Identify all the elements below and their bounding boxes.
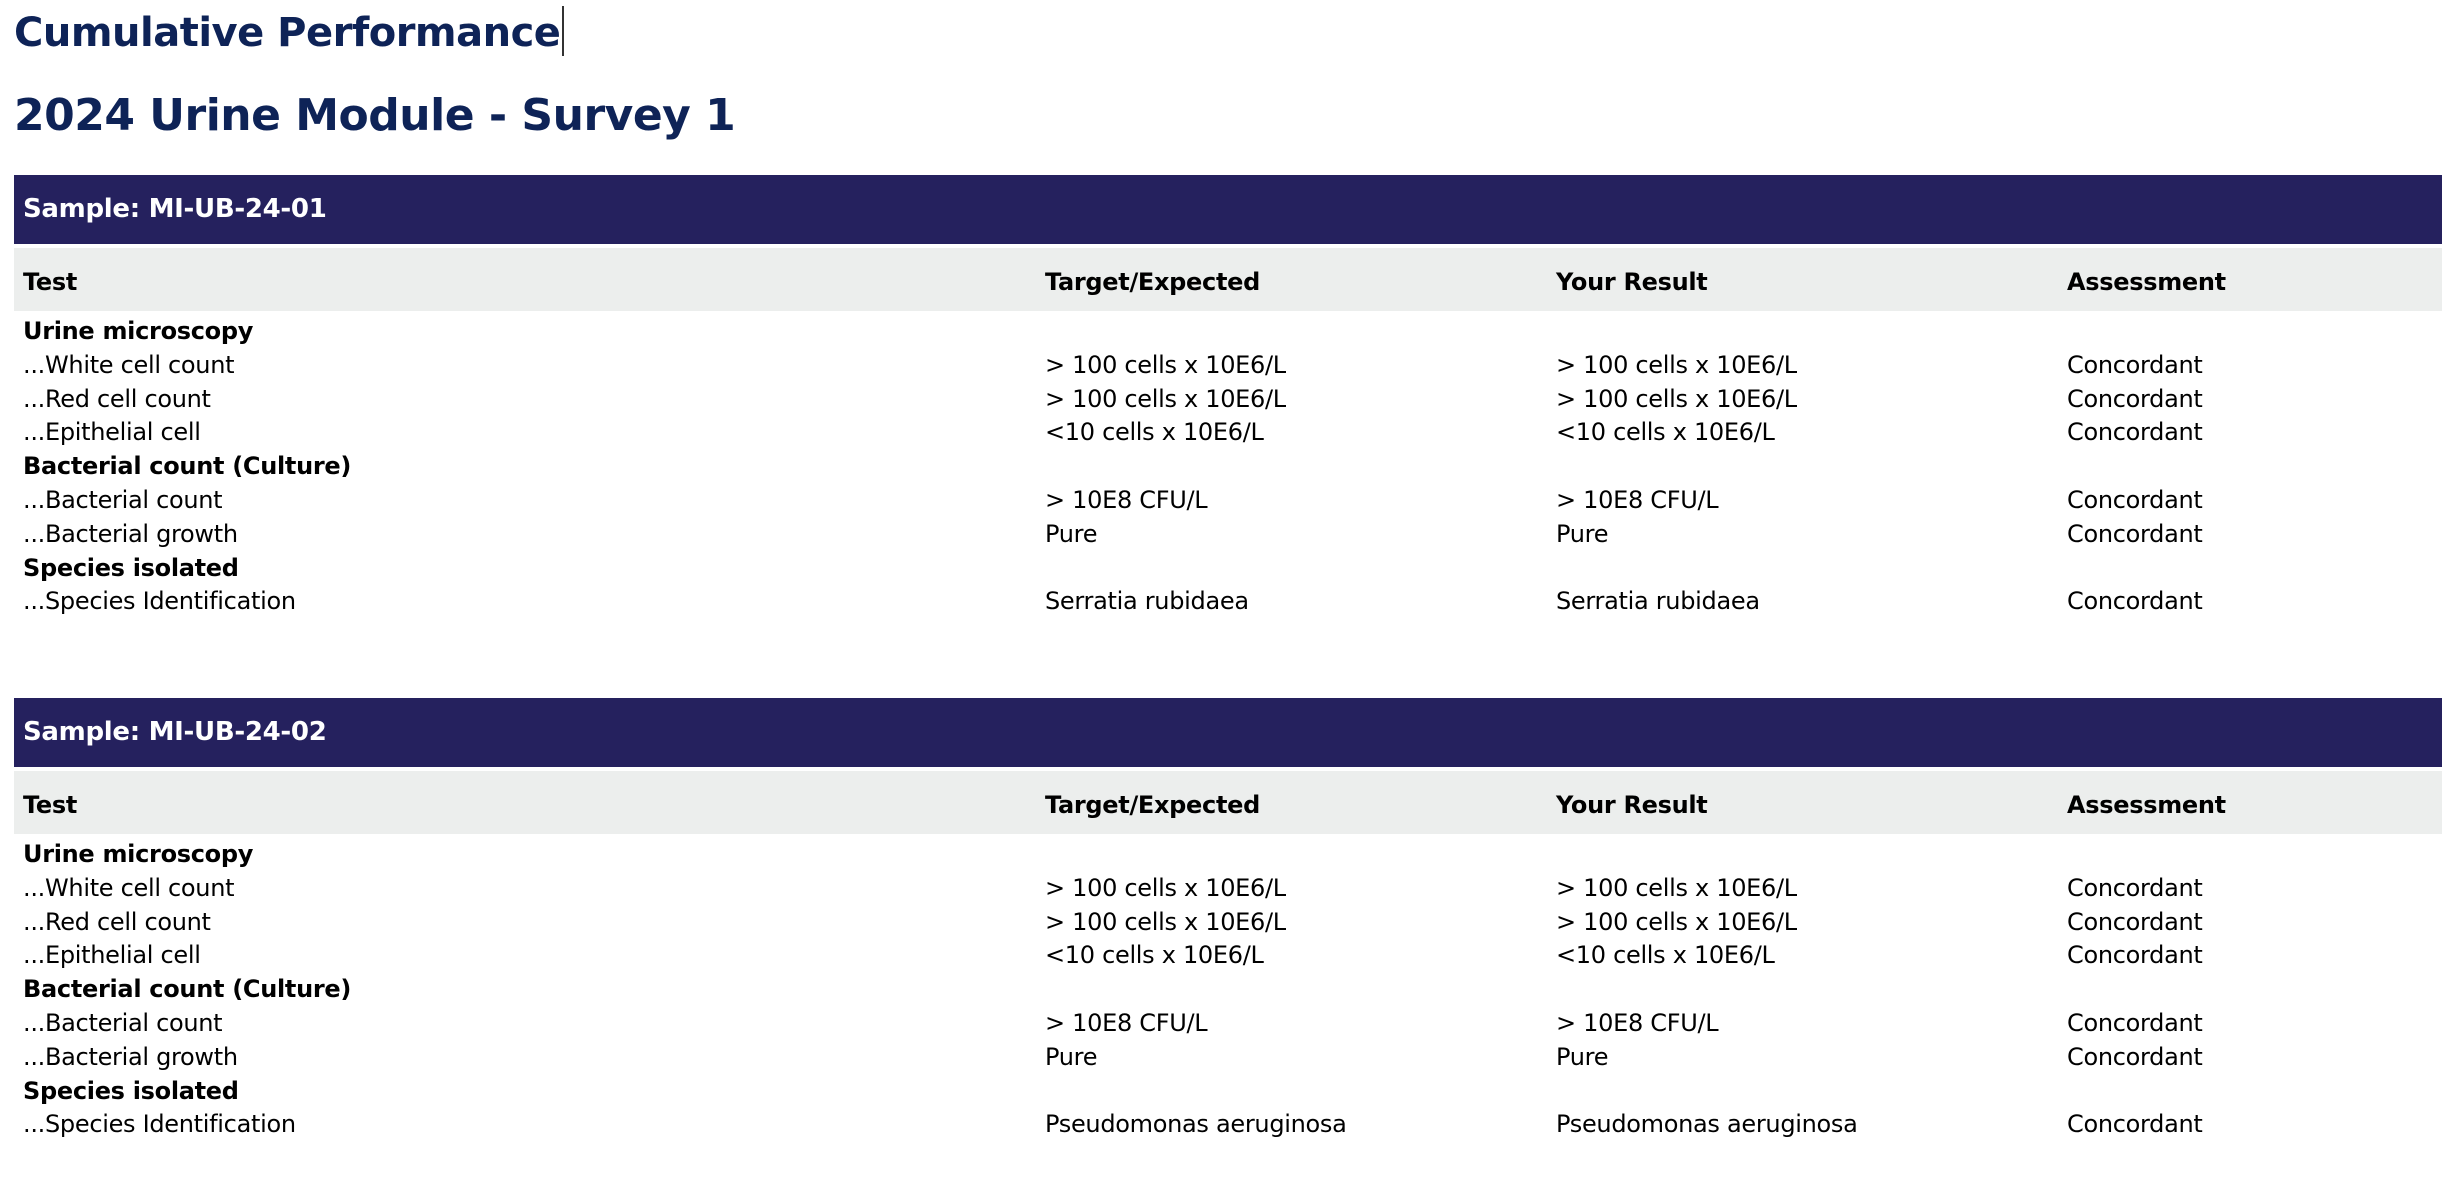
- table-group-row: [14, 448, 2442, 482]
- column-header-target: Target/Expected: [1045, 791, 1260, 819]
- column-header-result: Your Result: [1556, 268, 1708, 296]
- results-table-body: [14, 313, 2442, 617]
- results-table-body: [14, 836, 2442, 1140]
- result-value: > 10E8 CFU/L: [1556, 485, 1719, 514]
- test-name: ...Species Identification: [23, 1110, 296, 1139]
- assessment-value: Concordant: [2067, 941, 2203, 970]
- table-row: [14, 1039, 2442, 1073]
- assessment-value: Concordant: [2067, 384, 2203, 413]
- page-title-text: Cumulative Performance: [14, 10, 561, 56]
- assessment-value: Concordant: [2067, 519, 2203, 548]
- assessment-value: Concordant: [2067, 873, 2203, 902]
- group-label: Urine microscopy: [23, 840, 254, 868]
- column-header-test: Test: [23, 268, 78, 296]
- result-value: Pseudomonas aeruginosa: [1556, 1110, 1858, 1139]
- column-header-assessment: Assessment: [2067, 791, 2226, 819]
- table-row: [14, 1005, 2442, 1039]
- group-label: Species isolated: [23, 1076, 239, 1105]
- group-label: Urine microscopy: [23, 317, 254, 345]
- table-row: [14, 347, 2442, 381]
- target-value: Serratia rubidaea: [1045, 587, 1249, 616]
- test-name: ...Bacterial count: [23, 1008, 223, 1037]
- assessment-value: Concordant: [2067, 907, 2203, 936]
- result-value: > 100 cells x 10E6/L: [1556, 907, 1797, 936]
- assessment-value: Concordant: [2067, 418, 2203, 447]
- test-name: ...Species Identification: [23, 587, 296, 616]
- target-value: > 100 cells x 10E6/L: [1045, 873, 1286, 902]
- column-header-assessment: Assessment: [2067, 268, 2226, 296]
- table-group-row: [14, 550, 2442, 584]
- text-cursor: [562, 6, 564, 56]
- result-value: Pure: [1556, 1042, 1609, 1071]
- target-value: > 100 cells x 10E6/L: [1045, 350, 1286, 379]
- group-label: Species isolated: [23, 553, 239, 582]
- column-header-row: [14, 771, 2442, 834]
- result-value: > 100 cells x 10E6/L: [1556, 873, 1797, 902]
- column-header-target: Target/Expected: [1045, 268, 1260, 296]
- assessment-value: Concordant: [2067, 587, 2203, 616]
- sample-section: [14, 175, 2442, 617]
- group-label: Bacterial count (Culture): [23, 452, 352, 481]
- result-value: Pure: [1556, 519, 1609, 548]
- result-value: > 100 cells x 10E6/L: [1556, 350, 1797, 379]
- assessment-value: Concordant: [2067, 1042, 2203, 1071]
- column-header-row: [14, 248, 2442, 311]
- column-header-test: Test: [23, 791, 78, 819]
- result-value: <10 cells x 10E6/L: [1556, 941, 1775, 970]
- table-row: [14, 937, 2442, 971]
- target-value: > 10E8 CFU/L: [1045, 1008, 1208, 1037]
- table-group-row: [14, 313, 2442, 347]
- test-name: ...Bacterial growth: [23, 519, 238, 548]
- table-row: [14, 583, 2442, 617]
- target-value: > 100 cells x 10E6/L: [1045, 384, 1286, 413]
- test-name: ...White cell count: [23, 873, 235, 902]
- table-group-row: [14, 971, 2442, 1005]
- test-name: ...White cell count: [23, 350, 235, 379]
- assessment-value: Concordant: [2067, 350, 2203, 379]
- page-title[interactable]: [14, 10, 564, 60]
- target-value: > 100 cells x 10E6/L: [1045, 907, 1286, 936]
- test-name: ...Epithelial cell: [23, 418, 201, 447]
- assessment-value: Concordant: [2067, 1110, 2203, 1139]
- result-value: <10 cells x 10E6/L: [1556, 418, 1775, 447]
- table-row: [14, 904, 2442, 938]
- test-name: ...Red cell count: [23, 384, 211, 413]
- sample-header: Sample: MI-UB-24-02: [14, 698, 2442, 767]
- group-label: Bacterial count (Culture): [23, 975, 352, 1004]
- assessment-value: Concordant: [2067, 485, 2203, 514]
- target-value: > 10E8 CFU/L: [1045, 485, 1208, 514]
- result-value: > 10E8 CFU/L: [1556, 1008, 1719, 1037]
- table-row: [14, 414, 2442, 448]
- target-value: Pure: [1045, 1042, 1098, 1071]
- target-value: Pure: [1045, 519, 1098, 548]
- result-value: > 100 cells x 10E6/L: [1556, 384, 1797, 413]
- target-value: <10 cells x 10E6/L: [1045, 418, 1264, 447]
- survey-title: 2024 Urine Module - Survey 1: [14, 90, 736, 141]
- target-value: Pseudomonas aeruginosa: [1045, 1110, 1347, 1139]
- assessment-value: Concordant: [2067, 1008, 2203, 1037]
- table-row: [14, 482, 2442, 516]
- table-group-row: [14, 1073, 2442, 1107]
- target-value: <10 cells x 10E6/L: [1045, 941, 1264, 970]
- table-row: [14, 1106, 2442, 1140]
- sample-header: Sample: MI-UB-24-01: [14, 175, 2442, 244]
- test-name: ...Epithelial cell: [23, 941, 201, 970]
- test-name: ...Bacterial growth: [23, 1042, 238, 1071]
- sample-section: [14, 698, 2442, 1140]
- table-row: [14, 381, 2442, 415]
- test-name: ...Bacterial count: [23, 485, 223, 514]
- result-value: Serratia rubidaea: [1556, 587, 1760, 616]
- column-header-result: Your Result: [1556, 791, 1708, 819]
- test-name: ...Red cell count: [23, 907, 211, 936]
- table-row: [14, 516, 2442, 550]
- table-group-row: [14, 836, 2442, 870]
- table-row: [14, 870, 2442, 904]
